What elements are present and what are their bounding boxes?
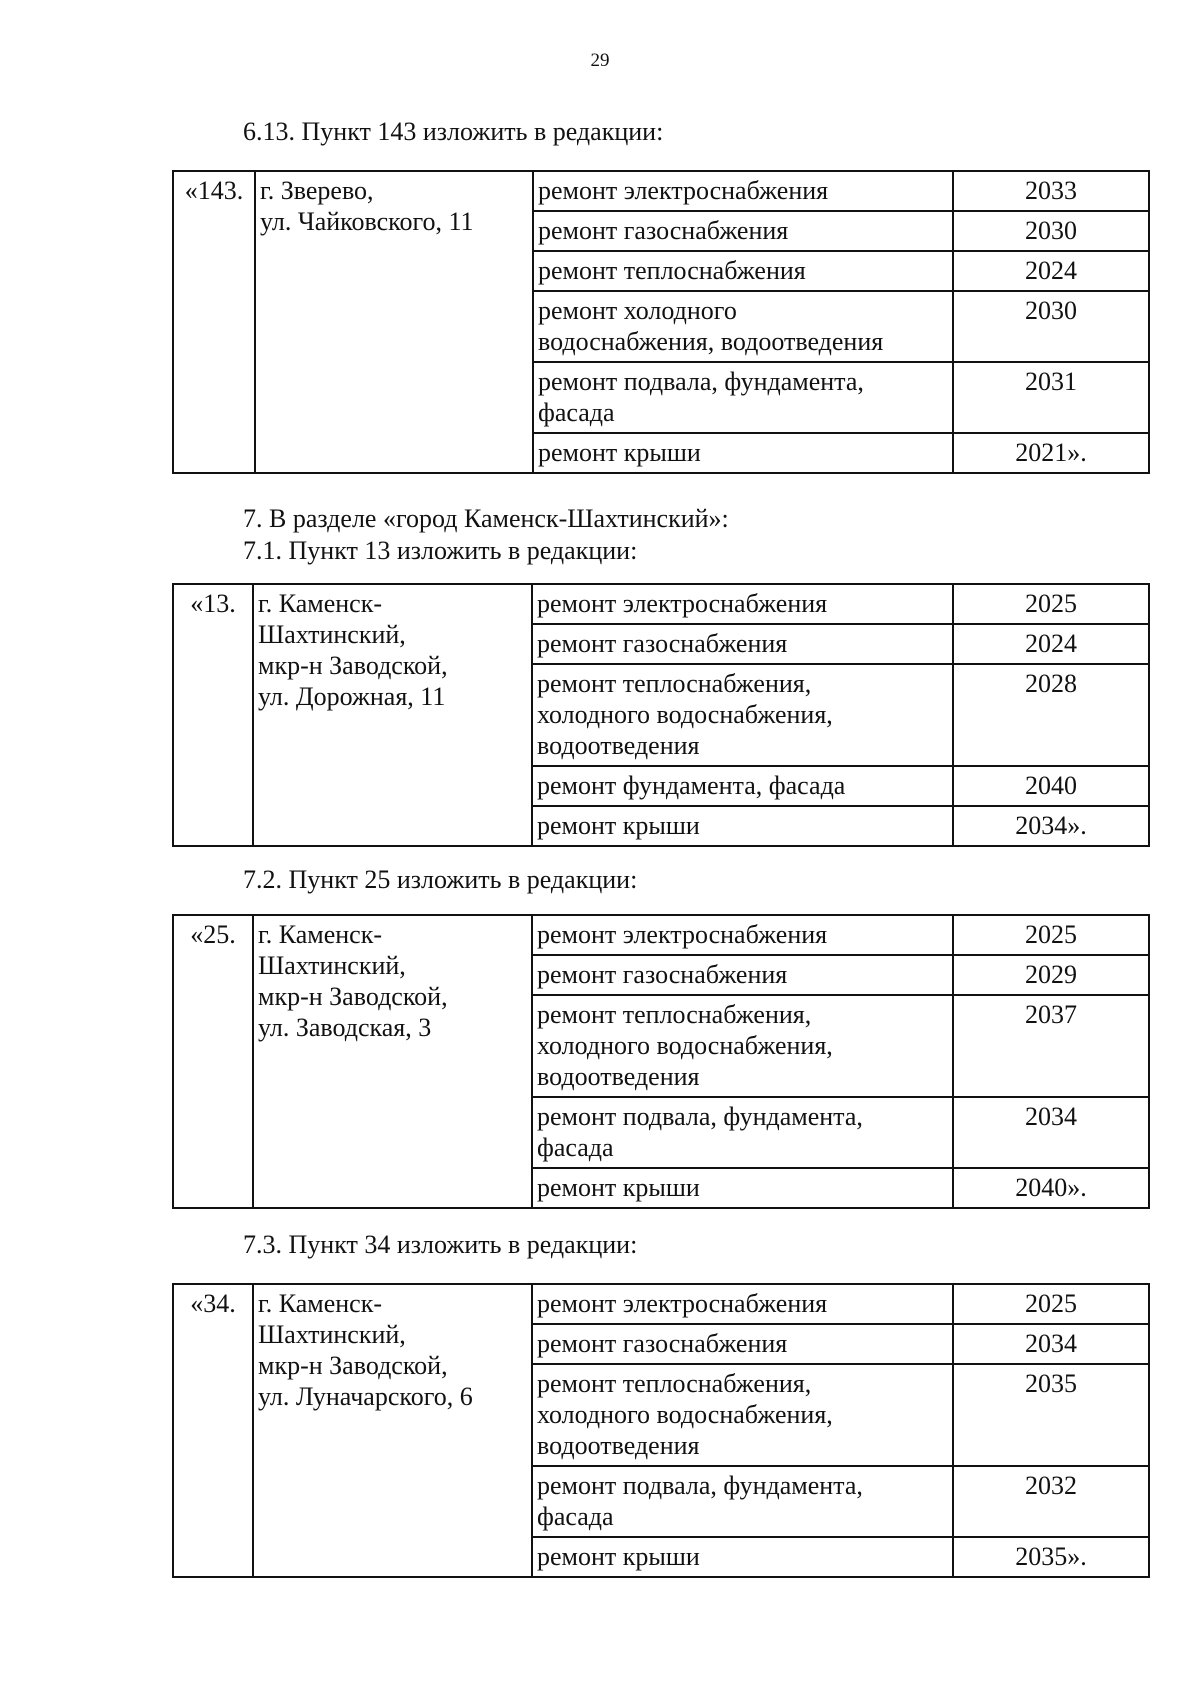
table-item-25 <box>172 914 1150 1209</box>
page-number: 29 <box>590 50 610 71</box>
work-cell <box>533 291 953 362</box>
item-address <box>255 171 533 473</box>
paragraph-7-2: 7.2. Пункт 25 изложить в редакции: <box>243 865 638 894</box>
work-line: ремонт подвала, фундамента, <box>537 1102 863 1131</box>
work-cell <box>533 211 953 251</box>
work-cell <box>532 1364 953 1466</box>
year-cell: 2035 <box>953 1364 1149 1466</box>
year-cell: 2028 <box>953 664 1149 766</box>
work-line: водоотведения <box>537 1431 700 1460</box>
paragraph-6-13: 6.13. Пункт 143 изложить в редакции: <box>243 117 664 146</box>
table-item-143 <box>172 170 1150 474</box>
work-line: ремонт подвала, фундамента, <box>538 367 864 396</box>
address-line: Шахтинский, <box>258 1320 406 1349</box>
work-line: ремонт электроснабжения <box>537 920 828 949</box>
year-cell: 2031 <box>953 362 1149 433</box>
work-line: ремонт крыши <box>537 811 700 840</box>
year-cell: 2035». <box>953 1537 1149 1577</box>
work-line: ремонт газоснабжения <box>537 960 788 989</box>
work-line: ремонт фундамента, фасада <box>537 771 846 800</box>
work-cell <box>532 664 953 766</box>
paragraph-7-1: 7.1. Пункт 13 изложить в редакции: <box>243 536 638 565</box>
item-number: «34. <box>173 1284 253 1577</box>
work-cell <box>533 362 953 433</box>
paragraph-7: 7. В разделе «город Каменск-Шахтинский»: <box>243 504 729 533</box>
year-cell: 2034 <box>953 1097 1149 1168</box>
work-cell <box>532 915 953 955</box>
item-address <box>253 584 532 846</box>
item-number: «13. <box>173 584 253 846</box>
work-cell <box>532 1466 953 1537</box>
paragraph-7-3: 7.3. Пункт 34 изложить в редакции: <box>243 1230 638 1259</box>
work-cell <box>532 1537 953 1577</box>
address-line: г. Каменск- <box>258 589 383 618</box>
work-line: холодного водоснабжения, <box>537 700 833 729</box>
year-cell: 2024 <box>953 251 1149 291</box>
work-cell <box>532 1324 953 1364</box>
work-line: фасада <box>537 1502 614 1531</box>
work-line: фасада <box>538 398 615 427</box>
work-line: фасада <box>537 1133 614 1162</box>
year-cell: 2025 <box>953 584 1149 624</box>
work-cell <box>532 584 953 624</box>
work-cell <box>532 624 953 664</box>
address-line: г. Каменск- <box>258 920 383 949</box>
address-line: мкр-н Заводской, <box>258 1351 448 1380</box>
work-line: холодного водоснабжения, <box>537 1400 833 1429</box>
work-cell <box>532 766 953 806</box>
year-cell: 2040 <box>953 766 1149 806</box>
work-line: ремонт крыши <box>538 438 701 467</box>
address-line: мкр-н Заводской, <box>258 651 448 680</box>
work-line: ремонт теплоснабжения, <box>537 669 812 698</box>
work-cell <box>532 1097 953 1168</box>
work-line: ремонт электроснабжения <box>538 176 829 205</box>
work-line: ремонт газоснабжения <box>538 216 789 245</box>
address-line: г. Каменск- <box>258 1289 383 1318</box>
year-cell: 2030 <box>953 211 1149 251</box>
work-line: водоотведения <box>537 731 700 760</box>
year-cell: 2021». <box>953 433 1149 473</box>
year-cell: 2025 <box>953 1284 1149 1324</box>
year-cell: 2030 <box>953 291 1149 362</box>
work-line: ремонт крыши <box>537 1542 700 1571</box>
address-line: г. Зверево, <box>260 176 374 205</box>
work-line: ремонт теплоснабжения, <box>537 1000 812 1029</box>
item-address <box>253 1284 532 1577</box>
address-line: ул. Луначарского, 6 <box>258 1382 473 1411</box>
item-number: «25. <box>173 915 253 1208</box>
year-cell: 2040». <box>953 1168 1149 1208</box>
table-item-13 <box>172 583 1150 847</box>
work-cell <box>532 806 953 846</box>
work-line: холодного водоснабжения, <box>537 1031 833 1060</box>
address-line: ул. Чайковского, 11 <box>260 207 474 236</box>
year-cell: 2024 <box>953 624 1149 664</box>
address-line: мкр-н Заводской, <box>258 982 448 1011</box>
work-line: ремонт электроснабжения <box>537 589 828 618</box>
year-cell: 2029 <box>953 955 1149 995</box>
work-line: ремонт теплоснабжения <box>538 256 806 285</box>
year-cell: 2037 <box>953 995 1149 1097</box>
work-line: ремонт теплоснабжения, <box>537 1369 812 1398</box>
work-line: ремонт газоснабжения <box>537 629 788 658</box>
item-number: «143. <box>173 171 255 473</box>
address-line: ул. Заводская, 3 <box>258 1013 432 1042</box>
year-cell: 2032 <box>953 1466 1149 1537</box>
work-line: водоотведения <box>537 1062 700 1091</box>
work-line: ремонт холодного <box>538 296 737 325</box>
work-cell <box>532 995 953 1097</box>
work-line: ремонт крыши <box>537 1173 700 1202</box>
work-cell <box>533 433 953 473</box>
address-line: ул. Дорожная, 11 <box>258 682 446 711</box>
work-cell <box>533 171 953 211</box>
year-cell: 2033 <box>953 171 1149 211</box>
work-line: ремонт подвала, фундамента, <box>537 1471 863 1500</box>
work-cell <box>533 251 953 291</box>
address-line: Шахтинский, <box>258 620 406 649</box>
work-line: водоснабжения, водоотведения <box>538 327 884 356</box>
address-line: Шахтинский, <box>258 951 406 980</box>
table-item-34 <box>172 1283 1150 1578</box>
work-line: ремонт газоснабжения <box>537 1329 788 1358</box>
work-cell <box>532 1168 953 1208</box>
year-cell: 2025 <box>953 915 1149 955</box>
work-cell <box>532 1284 953 1324</box>
work-line: ремонт электроснабжения <box>537 1289 828 1318</box>
year-cell: 2034 <box>953 1324 1149 1364</box>
year-cell: 2034». <box>953 806 1149 846</box>
work-cell <box>532 955 953 995</box>
item-address <box>253 915 532 1208</box>
